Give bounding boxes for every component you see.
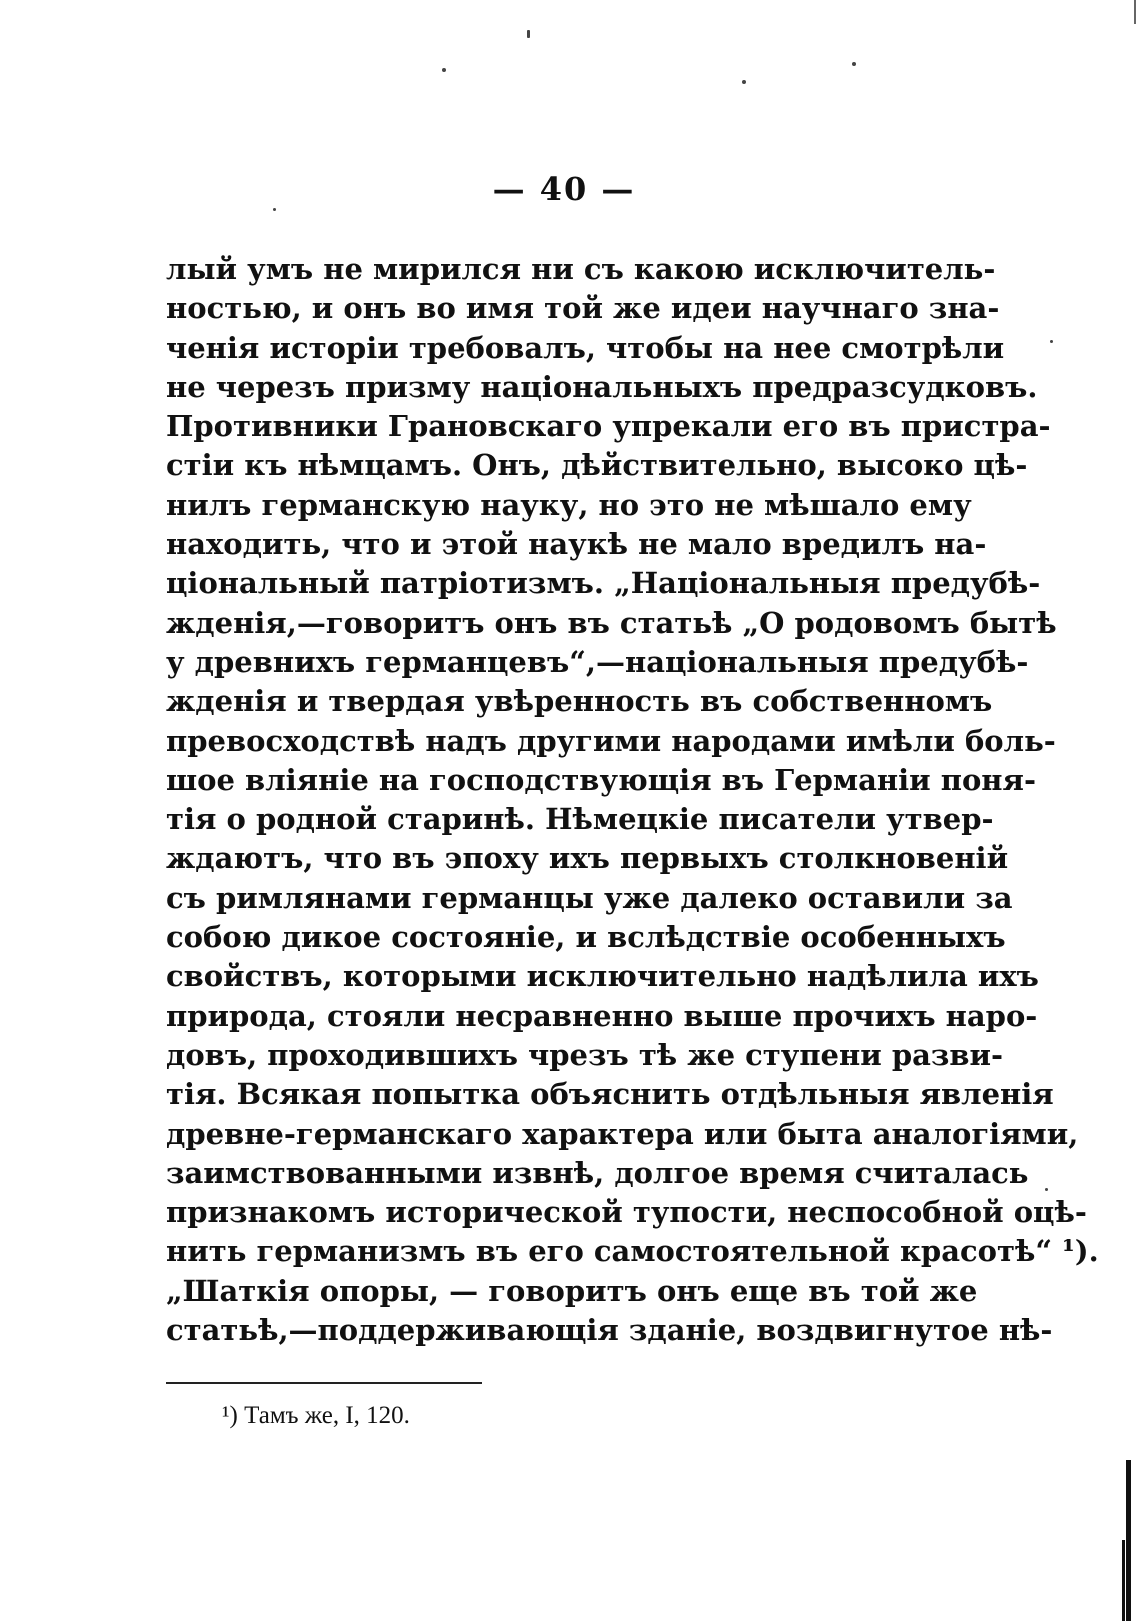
text-line: признакомъ исторической тупости, неспособной оцѣ-	[166, 1195, 1087, 1230]
footnote-text: Тамъ же, I, 120.	[244, 1402, 410, 1429]
text-line: „Шаткія опоры, — говоритъ онъ еще въ той же	[166, 1273, 978, 1308]
text-line: тія. Всякая попытка объяснить отдѣльныя явленія	[166, 1077, 1054, 1112]
text-line: Противники Грановскаго упрекали его въ пристра-	[166, 409, 1051, 444]
text-line: стіи къ нѣмцамъ. Онъ, дѣйствительно, высоко цѣ-	[166, 448, 1028, 483]
scan-speck	[442, 68, 446, 72]
text-line: нилъ германскую науку, но это не мѣшало ему	[166, 487, 972, 522]
scan-edge-mark	[1126, 1460, 1131, 1621]
text-line: жденія и твердая увѣренность въ собственномъ	[166, 684, 993, 719]
text-line: лый умъ не мирился ни съ какою исключитель-	[166, 252, 996, 286]
text-line: свойствъ, которыми исключительно надѣлила ихъ	[166, 959, 1039, 994]
text-line: ченія исторіи требовалъ, чтобы на нее смотрѣли	[166, 330, 1005, 365]
text-line: находить, что и этой наукѣ не мало вредилъ на-	[166, 527, 987, 562]
text-line: заимствованными извнѣ, долгое время считалась	[166, 1155, 1029, 1190]
text-line: ціональный патріотизмъ. „Національныя предубѣ-	[166, 566, 1041, 601]
text-line: шое вліяніе на господствующія въ Германіи поня-	[166, 762, 1036, 797]
text-line: тія о родной старинѣ. Нѣмецкіе писатели утвер-	[166, 802, 994, 837]
footnote-marker: ¹)	[222, 1402, 238, 1429]
scan-speck	[273, 208, 276, 211]
scan-speck	[1045, 1188, 1048, 1191]
page-number: — 40 —	[492, 170, 636, 208]
text-line: древне-германскаго характера или быта аналогіями,	[166, 1116, 1079, 1151]
text-line: жденія,—говоритъ онъ въ статьѣ „О родовомъ бытѣ	[166, 605, 1057, 640]
footnote	[222, 1402, 410, 1430]
text-line: превосходствѣ надъ другими народами имѣли боль-	[166, 723, 1056, 758]
scan-speck	[852, 62, 856, 66]
text-line: съ римлянами германцы уже далеко оставили за	[166, 880, 1013, 915]
text-line: у древнихъ германцевъ“,—національныя предубѣ-	[166, 644, 1029, 679]
footnote-divider	[166, 1382, 482, 1384]
text-line: не черезъ призму національныхъ предразсудковъ.	[166, 369, 1038, 404]
text-line: нить германизмъ въ его самостоятельной красотѣ“ ¹).	[166, 1234, 1099, 1269]
text-line: ждаютъ, что въ эпоху ихъ первыхъ столкновеній	[166, 841, 1009, 876]
text-line: природа, стояли несравненно выше прочихъ наро-	[166, 998, 1038, 1033]
scan-speck	[742, 80, 746, 84]
text-line: довъ, проходившихъ чрезъ тѣ же ступени разви-	[166, 1037, 1004, 1072]
scan-speck	[527, 30, 530, 38]
text-line: ностью, и онъ во имя той же идеи научнаго зна-	[166, 291, 1000, 326]
body-text	[166, 250, 1099, 1350]
text-line: статьѣ,—поддерживающія зданіе, воздвигнутое нѣ-	[166, 1313, 1053, 1348]
scan-edge-mark	[1122, 1540, 1125, 1621]
scan-edge-mark	[1134, 0, 1136, 24]
text-line: собою дикое состояніе, и вслѣдствіе особенныхъ	[166, 920, 1006, 955]
scan-speck	[1050, 340, 1053, 343]
